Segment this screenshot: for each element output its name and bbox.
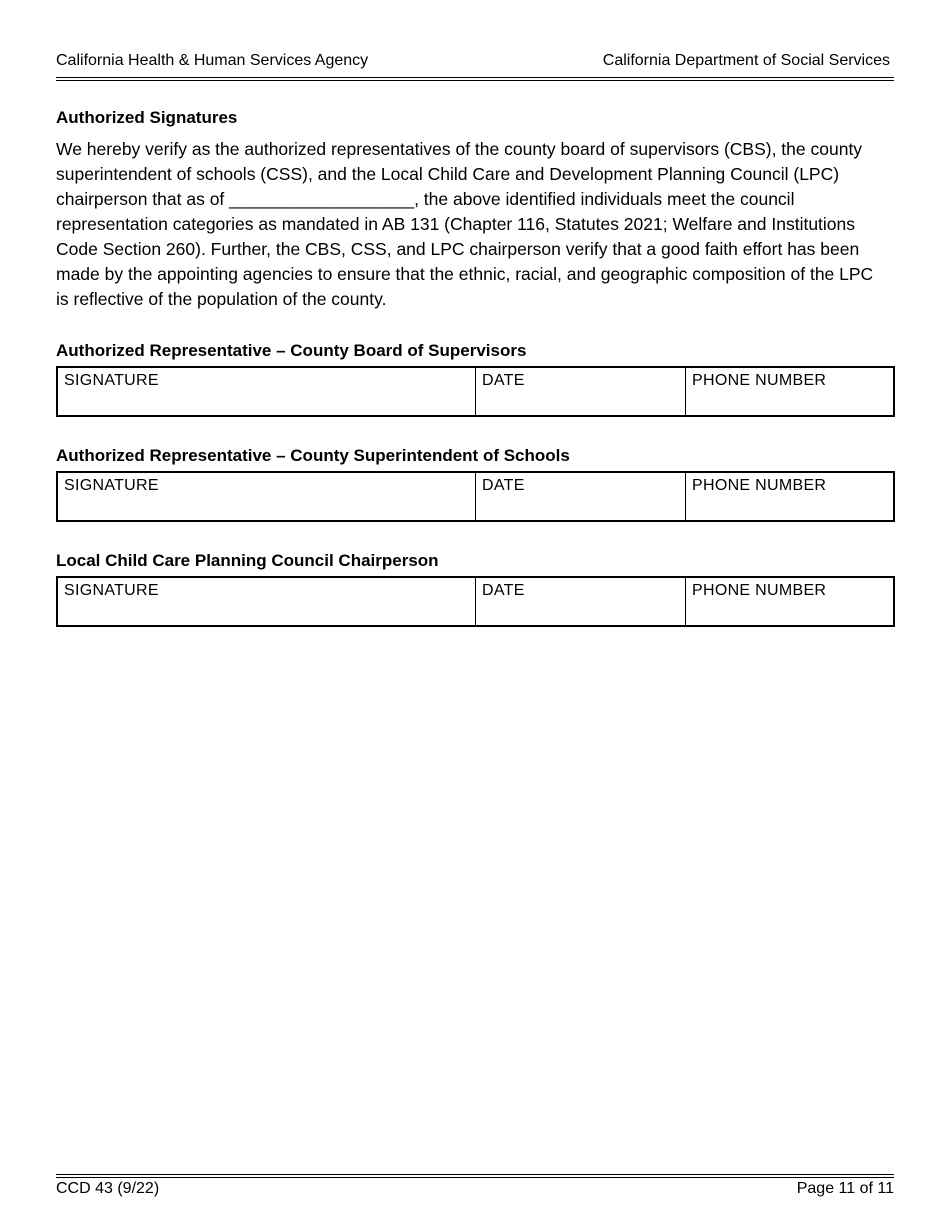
phone-label: PHONE NUMBER <box>692 477 827 494</box>
phone-label: PHONE NUMBER <box>692 582 827 599</box>
page-number: Page 11 of 11 <box>796 1180 894 1197</box>
css-phone-field[interactable] <box>686 473 893 520</box>
lpc-phone-field[interactable] <box>686 578 893 625</box>
header-divider <box>56 77 894 81</box>
signature-label: SIGNATURE <box>64 372 159 389</box>
footer-divider <box>56 1174 894 1178</box>
lpc-signature-field[interactable] <box>58 578 476 625</box>
css-representative-heading: Authorized Representative – County Superintendent of Schools <box>56 446 570 465</box>
phone-label: PHONE NUMBER <box>692 372 827 389</box>
css-signature-table <box>56 471 895 522</box>
header-department: California Department of Social Services <box>602 52 890 69</box>
css-signature-field[interactable] <box>58 473 476 520</box>
header-agency: California Health & Human Services Agency <box>56 52 369 69</box>
verification-paragraph: We hereby verify as the authorized representatives of the county board of supervisors (CBS), the county superintendent of schools (CSS), and the Local Child Care and Development Planning Council (LPC) chairperson that as of ___________________, the above identified individuals meet the council representation categories as mandated in AB 131 (Chapter 116, Statutes 2021; Welfare and Institutions Code Section 260). Further, the CBS, CSS, and LPC chairperson verify that a good faith effort has been made by the appointing agencies to ensure that the ethnic, racial, and geographic composition of the LPC is reflective of the population of the county. <box>56 139 874 309</box>
date-label: DATE <box>482 477 525 494</box>
date-label: DATE <box>482 582 525 599</box>
cbs-date-field[interactable] <box>476 368 686 415</box>
css-date-field[interactable] <box>476 473 686 520</box>
date-label: DATE <box>482 372 525 389</box>
lpc-signature-table <box>56 576 895 627</box>
authorized-signatures-heading: Authorized Signatures <box>56 108 238 127</box>
cbs-representative-heading: Authorized Representative – County Board of Supervisors <box>56 341 527 360</box>
lpc-date-field[interactable] <box>476 578 686 625</box>
cbs-signature-table <box>56 366 895 417</box>
signature-label: SIGNATURE <box>64 582 159 599</box>
cbs-phone-field[interactable] <box>686 368 893 415</box>
signature-label: SIGNATURE <box>64 477 159 494</box>
cbs-signature-field[interactable] <box>58 368 476 415</box>
page-header <box>56 52 894 72</box>
form-id: CCD 43 (9/22) <box>56 1180 160 1197</box>
lpc-chairperson-heading: Local Child Care Planning Council Chairperson <box>56 551 439 570</box>
